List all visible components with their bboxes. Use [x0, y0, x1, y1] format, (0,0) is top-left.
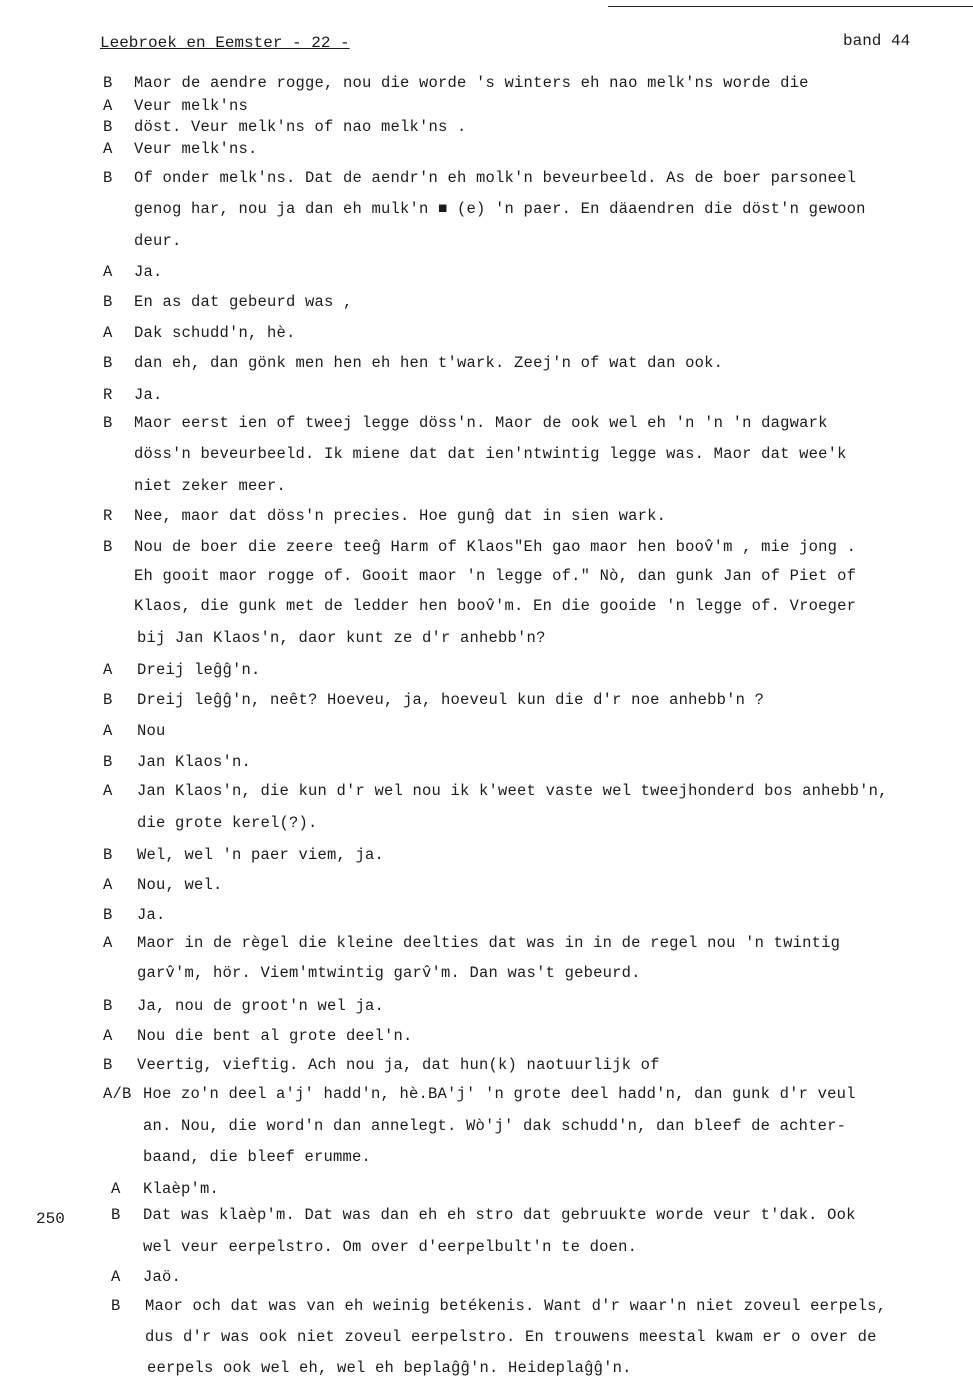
utterance: Ja, nou de groot'n wel ja.	[137, 997, 385, 1015]
speaker: B	[103, 846, 113, 864]
speaker: A	[103, 722, 113, 740]
speaker: A	[103, 782, 113, 800]
utterance: Dreij leĝĝ'n.	[137, 661, 261, 679]
page-header-band: band 44	[843, 32, 911, 50]
utterance: Veur melk'ns.	[134, 140, 258, 158]
speaker: B	[103, 538, 113, 556]
utterance: Hoe zo'n deel a'j' hadd'n, hè.BA'j' 'n grote deel hadd'n, dan gunk d'r veul	[143, 1085, 856, 1103]
utterance: Veertig, vieftig. Ach nou ja, dat hun(k) naotuurlijk of	[137, 1056, 660, 1074]
utterance: wel veur eerpelstro. Om over d'eerpelbult'n te doen.	[143, 1238, 638, 1256]
speaker: B	[103, 169, 113, 187]
speaker: A	[103, 263, 113, 281]
utterance: Ja.	[134, 263, 163, 281]
speaker: B	[103, 753, 113, 771]
utterance: genog har, nou ja dan eh mulk'n ■ (e) 'n paer. En däaendren die döst'n gewoon	[134, 200, 866, 218]
speaker: B	[103, 74, 113, 92]
speaker: B	[103, 293, 113, 311]
utterance: die grote kerel(?).	[137, 814, 318, 832]
speaker: A	[103, 934, 113, 952]
speaker: A	[103, 324, 113, 342]
speaker: A	[103, 140, 113, 158]
utterance: Of onder melk'ns. Dat de aendr'n eh molk'n beveurbeeld. As de boer parsoneel	[134, 169, 857, 187]
utterance: Nou de boer die zeere teeĝ Harm of Klaos"Eh gao maor hen boov̂'m , mie jong .	[134, 538, 857, 556]
speaker: B	[103, 997, 113, 1015]
utterance: garv̂'m, hör. Viem'mtwintig garv̂'m. Dan was't gebeurd.	[137, 964, 641, 982]
margin-number: 250	[36, 1210, 65, 1228]
utterance: Wel, wel 'n paer viem, ja.	[137, 846, 385, 864]
utterance: Dreij leĝĝ'n, neêt? Hoeveu, ja, hoeveul kun die d'r noe anhebb'n ?	[137, 691, 765, 709]
utterance: Jan Klaos'n, die kun d'r wel nou ik k'weet vaste wel tweejhonderd bos anhebb'n,	[137, 782, 888, 800]
utterance: Veur melk'ns	[134, 97, 249, 115]
utterance: döss'n beveurbeeld. Ik miene dat dat ien'ntwintig legge was. Maor dat wee'k	[134, 445, 847, 463]
utterance: Ja.	[134, 386, 163, 404]
utterance: Klaèp'm.	[143, 1180, 220, 1198]
utterance: Dak schudd'n, hè.	[134, 324, 296, 342]
utterance: Nou, wel.	[137, 876, 223, 894]
speaker: B	[103, 118, 113, 136]
top-rule	[608, 6, 973, 7]
speaker: B	[103, 906, 113, 924]
utterance: eerpels ook wel eh, wel eh beplaĝĝ'n. Heideplaĝĝ'n.	[147, 1359, 632, 1377]
speaker: B	[103, 354, 113, 372]
utterance: Ja.	[137, 906, 166, 924]
utterance: Klaos, die gunk met de ledder hen boov̂'m. En die gooide 'n legge of. Vroeger	[134, 597, 857, 615]
utterance: baand, die bleef erumme.	[143, 1148, 372, 1166]
utterance: Nee, maor dat döss'n precies. Hoe gunĝ dat in sien wark.	[134, 507, 667, 525]
speaker: B	[111, 1206, 121, 1224]
utterance: Maor eerst ien of tweej legge döss'n. Maor de ook wel eh 'n 'n 'n dagwark	[134, 414, 828, 432]
speaker: A	[103, 661, 113, 679]
page-header-title: Leebroek en Eemster - 22 -	[100, 34, 350, 52]
speaker: A/B	[103, 1085, 132, 1103]
utterance: dan eh, dan gönk men hen eh hen t'wark. Zeej'n of wat dan ook.	[134, 354, 724, 372]
utterance: bij Jan Klaos'n, daor kunt ze d'r anhebb'n?	[137, 629, 546, 647]
utterance: niet zeker meer.	[134, 477, 287, 495]
speaker: A	[111, 1180, 121, 1198]
utterance: döst. Veur melk'ns of nao melk'ns .	[134, 118, 467, 136]
speaker: A	[111, 1268, 121, 1286]
speaker: R	[103, 386, 113, 404]
speaker: B	[111, 1297, 121, 1315]
utterance: En as dat gebeurd was ,	[134, 293, 353, 311]
utterance: Nou die bent al grote deel'n.	[137, 1027, 413, 1045]
speaker: R	[103, 507, 113, 525]
speaker: B	[103, 1056, 113, 1074]
speaker: B	[103, 414, 113, 432]
utterance: an. Nou, die word'n dan annelegt. Wò'j' dak schudd'n, dan bleef de achter-	[143, 1117, 847, 1135]
utterance: Nou	[137, 722, 166, 740]
speaker: A	[103, 97, 113, 115]
utterance: Maor in de règel die kleine deelties dat was in in de regel nou 'n twintig	[137, 934, 841, 952]
utterance: Eh gooit maor rogge of. Gooit maor 'n legge of." Nò, dan gunk Jan of Piet of	[134, 567, 857, 585]
speaker: A	[103, 1027, 113, 1045]
utterance: Maor de aendre rogge, nou die worde 's winters eh nao melk'ns worde die	[134, 74, 809, 92]
speaker: B	[103, 691, 113, 709]
utterance: Jaö.	[143, 1268, 182, 1286]
utterance: Dat was klaèp'm. Dat was dan eh eh stro dat gebruukte worde veur t'dak. Ook	[143, 1206, 856, 1224]
utterance: Jan Klaos'n.	[137, 753, 252, 771]
utterance: deur.	[134, 232, 182, 250]
utterance: dus d'r was ook niet zoveul eerpelstro. En trouwens meestal kwam er o over de	[145, 1328, 877, 1346]
utterance: Maor och dat was van eh weinig betékenis. Want d'r waar'n niet zoveul eerpels,	[145, 1297, 887, 1315]
speaker: A	[103, 876, 113, 894]
